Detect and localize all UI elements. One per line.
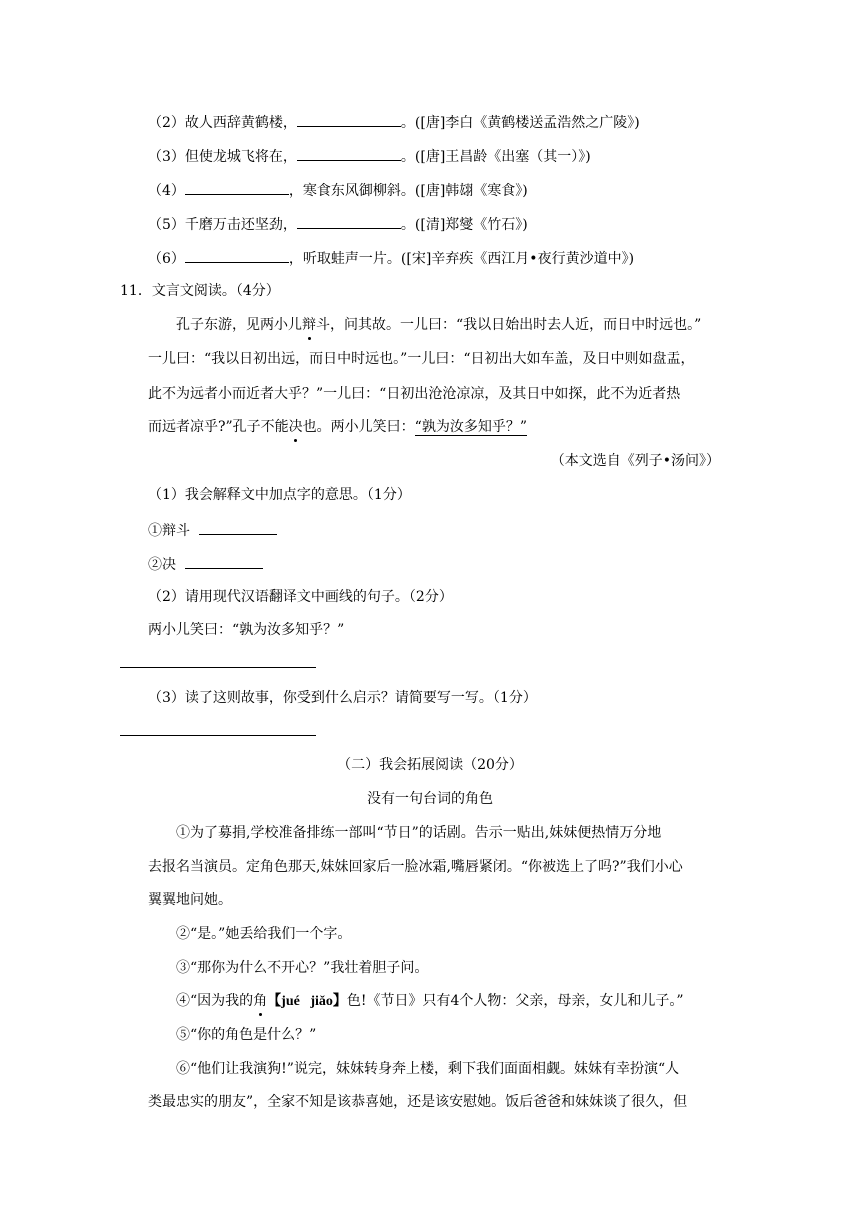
article-paragraph-1-line-3: 翼翼地问她。 (148, 892, 232, 908)
answer-blank[interactable] (297, 145, 401, 161)
passage-source: （本文选自《列子•汤问》） (550, 453, 720, 469)
answer-blank[interactable] (185, 179, 289, 195)
subquestion-3: （3）读了这则故事，你受到什么启示？请简要写一写。（1分） (148, 690, 537, 706)
poem-line-5: （5）千磨万击还坚劲， 。([清]郑燮《竹石》) (148, 213, 528, 233)
dotted-char: 决 (288, 419, 303, 435)
question-11-title: 11．文言文阅读。（4分） (120, 283, 280, 299)
classical-passage-line-4: 而远者凉乎?”孔子不能决也。两小儿笑曰：“孰为汝多知乎？” (148, 419, 527, 435)
answer-blank[interactable] (185, 247, 289, 263)
classical-passage-line-2: 一儿曰：“我以日初出远，而日中时远也。”一儿曰：“日初出大如车盖，及日中则如盘盂， (148, 351, 695, 367)
article-paragraph-6-line-1: ⑥“他们让我演狗!”说完，妹妹转身奔上楼，剩下我们面面相觑。妹妹有幸扮演“人 (176, 1061, 680, 1077)
answer-blank[interactable] (199, 519, 277, 535)
classical-passage-line-1: 孔子东游，见两小儿辩斗，问其故。一儿曰：“我以日始出时去人近，而日中时远也。” (176, 317, 702, 333)
answer-blank[interactable] (297, 111, 401, 127)
subquestion-1: （1）我会解释文中加点字的意思。（1分） (148, 487, 411, 503)
dotted-char: 辩 (302, 317, 316, 333)
article-paragraph-4: ④“因为我的角【jué jiǎo】色!《节日》只有4个人物：父亲，母亲，女儿和儿子。” (176, 993, 684, 1009)
poem-line-6: （6） ，听取蛙声一片。([宋]辛弃疾《西江月•夜行黄沙道中》) (148, 247, 634, 267)
article-paragraph-6-line-2: 类最忠实的朋友”，全家不知是该恭喜她，还是该安慰她。饭后爸爸和妹妹谈了很久，但 (148, 1094, 688, 1110)
poem-line-3: （3）但使龙城飞将在， 。([唐]王昌龄《出塞（其一）》) (148, 145, 591, 165)
translation-quote: 两小儿笑曰：“孰为汝多知乎？” (148, 622, 345, 638)
dotted-char: 角 (253, 993, 268, 1009)
article-paragraph-3: ③“那你为什么不开心？”我壮着胆子问。 (176, 960, 429, 976)
subquestion-2: （2）请用现代汉语翻译文中画线的句子。（2分） (148, 589, 453, 605)
article-paragraph-2: ②“是。”她丢给我们一个字。 (176, 926, 352, 942)
answer-line[interactable] (120, 667, 316, 668)
underlined-sentence: “孰为汝多知乎？” (414, 419, 527, 435)
answer-blank[interactable] (297, 213, 401, 229)
subquestion-1-item-2: ②决 (148, 553, 263, 573)
poem-line-4: （4） ，寒食东风御柳斜。([唐]韩翃《寒食》) (148, 179, 528, 199)
answer-blank[interactable] (185, 553, 263, 569)
classical-passage-line-3: 此不为远者小而近者大乎？”一儿曰：“日初出沧沧凉凉，及其日中如探，此不为近者热 (148, 386, 681, 402)
pinyin-options: 【jué jiǎo】 (267, 994, 347, 1009)
section-heading: （二）我会拓展阅读（20分） (337, 757, 523, 773)
article-paragraph-1-line-1: ①为了募捐,学校准备排练一部叫“节日”的话剧。告示一贴出,妹妹便热情万分地 (176, 825, 662, 841)
answer-line[interactable] (120, 735, 316, 736)
subquestion-1-item-1: ①辩斗 (148, 519, 277, 539)
article-paragraph-5: ⑤“你的角色是什么？” (176, 1027, 317, 1043)
poem-line-2: （2）故人西辞黄鹤楼， 。([唐]李白《黄鹤楼送孟浩然之广陵》) (148, 111, 640, 131)
article-paragraph-1-line-2: 去报名当演员。定角色那天,妹妹回家后一脸冰霜,嘴唇紧闭。“你被选上了吗?”我们小心 (148, 859, 683, 875)
article-title: 没有一句台词的角色 (367, 791, 493, 807)
